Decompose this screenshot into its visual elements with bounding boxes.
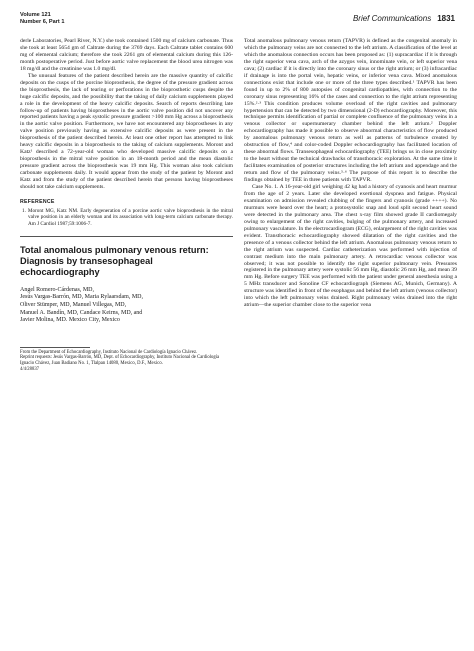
- author-line: Oliver Stümper, MD, Manuel Villegas, MD,: [20, 302, 127, 308]
- footnote-divider: [20, 347, 90, 348]
- footnote-reprint: Reprint requests: Jesús Vargas-Barrón, MD, Dept. of Echocardiography, Instituto Nacional de Cardiología Ignacio Chávez, Juan Badiano No. 1, Tlalpan 14080, Mexico, D.F., Mexico.: [20, 355, 220, 366]
- author-line: Javier Molina, MD. Mexico City, Mexico: [20, 317, 120, 324]
- article-title: Total anomalous pulmonary venous return: Diagnosis by transesophageal echocardiography: [20, 244, 209, 277]
- page-number: 1831: [437, 14, 455, 23]
- paragraph: The unusual features of the patient described herein are the massive quantity of calcific deposits on the cusps of the porcine bioprosthesis, the degree of the pressure gradient across the bioprosthesis, the lack of tearing or perforations in the bioprosthetic cusps despite the huge calcific deposits, and the possibility that the taking of daily calcium supplements played a role in the development of the heavy calcific deposits. Search of reports describing late follow-up of patients having bioprostheses in the aortic valve position did not uncover any reported patients having a peak systolic pressure gradient >100 mm Hg across a bioprosthesis in the aortic valve position. Furthermore, we have not encountered any bioprostheses in any valve position previously having as extensive calcific deposits as were present in the bioprosthesis of the patient described herein. At least one other report has attempted to link heavy calcific deposits in a bioprosthesis to the taking of calcium supplements. Moront and Katz¹ described a 72-year-old woman who developed massive calcific deposits on a bioprosthesis in the mitral valve position in an 18-month period and the mean diastolic pressure gradient across the bioprosthesis was 19 mm Hg. This woman also took calcium carbonate supplements daily. It would appear from the study of the patient by Moront and Katz and from the study of the patient described herein that persons having bioprostheses should not take calcium supplements.: [20, 72, 233, 191]
- reference-heading: REFERENCE: [20, 198, 55, 205]
- author-line: Angel Romero-Cárdenas, MD,: [20, 286, 94, 293]
- right-column: [244, 38, 457, 309]
- author-list: [20, 287, 233, 325]
- left-column: [20, 38, 233, 372]
- footnote-affiliation: From the Department of Echocardiography, Instituto Nacional de Cardiología Ignacio Chávez.: [20, 349, 198, 355]
- paragraph: Total anomalous pulmonary venous return (TAPVR) is defined as the congenital anomaly in which the pulmonary veins are not connected to the left atrium. A classification of the level at which the anomalous connection occurs has been proposed as: (1) supracardiac if it is through the right superior vena cava, arch of the azygos vein, innominate vein, or left superior vena cava; (2) cardiac if it is directly into the coronary sinus or the right atrium; or (3) infracardiac if drainage is into the portal vein, hepatic veins, or inferior vena cava. Mixed anomalous connections exist that include one or more of the three types described.¹ TAPVR has been found in up to 2% of 800 autopsies of congenital cardiopathies, with connection to the coronary sinus representing 16% of the cases and connection to the right atrium representing 15%.²·³ This condition produces volume overload of the right cavities and pulmonary hypertension that can be detected by two dimensional (2-D) echocardiography. Moreover, this technique permits identification of partial or complete confluence of the pulmonary veins in a venous collector or supernumerary chamber behind the left atrium.² Doppler echocardiography has made it possible to observe abnormal characteristics of flow produced by anomalous pulmonary venous return as well as patterns of turbulence created by obstruction of flow,⁴ and color-coded Doppler echocardiography has facilitated location of these abnormal flows. Transesophageal echocardiography (TEE) brings us in close proximity to the heart without the technical drawbacks of transthoracic exploration. At the same time it facilitates examination of posterior structures including the left atrium and appendage and the return and flow of the pulmonary veins.⁵·⁶ The purpose of this report is to describe the findings obtained by TEE in three patients with TAPVR.: [244, 38, 457, 184]
- issue-number: Number 6, Part 1: [20, 19, 65, 25]
- running-header: [325, 14, 455, 23]
- reference-item: 1. Moront MG, Katz NM. Early degeneration of a porcine aortic valve bioprosthesis in the mitral valve position in an elderly woman and its association with long-term calcium carbonate therapy. Am J Cardiol 1987;59:1006-7.: [22, 207, 233, 227]
- footnote-code: 4/4/28837: [20, 366, 40, 372]
- author-line: Manuel A. Bandín, MD, Candace Keirns, MD, and: [20, 309, 143, 316]
- volume-info: [20, 12, 64, 26]
- author-line: Jesús Vargas-Barrón, MD, Maria Rylaarsdam, MD,: [20, 294, 144, 301]
- section-name: Brief Communications: [352, 14, 432, 23]
- paragraph: derle Laboratories, Pearl River, N.Y.) she took contained 1500 mg of calcium carbonate. Thus she took at least 5654 gm of Caltrate during the 3769 days. Each Caltrate tablet contains 600 mg of elemental calcium; therefore she took 2261 gm of elemental calcium during this 126-month postoperative period. Just before aortic valve replacement the blood urea nitrogen was 18 mg/dl and the creatinine was 1.0 mg/dl.: [20, 38, 233, 72]
- paragraph: Case No. 1. A 16-year-old girl weighing 42 kg had a history of cyanosis and heart murmur from the age of 2 years. Later she developed exertional dyspnea and fatigue. Physical examination on admission revealed clubbing of the fingers and cyanosis (grade ++++). No murmurs were heard over the heart; a protosystolic snap and loud split second heart sound were detected in the pulmonary area. The chest x-ray film showed grade II cardiomegaly owing to enlargement of the right cavities, bulging of the pulmonary artery, and increased pulmonary vasculature. In the electrocardiogram (ECG), enlargement of the right cavities was evident. Transthoracic echocardiography showed dilatation of the right cavities and the presence of a venous collector behind the left atrium. Anomalous pulmonary venous return to the right atrium was suspected. Cardiac catheterization was performed with injection of contrast medium into the main pulmonary artery. A retrocardiac venous collector was observed; it was not possible to identify the right superior pulmonary vein. Pressures registered in the pulmonary artery were systolic 56 mm Hg, diastolic 26 mm Hg, and mean 39 mm Hg. Before surgery TEE was performed with the patient under general anesthesia using a 5 MHz transducer and Sonoline CF echocardiograph (Siemens AG, Munich, Germany). A structure was identified in front of the esophagus and behind the left atrium (venous collector) into which the left pulmonary veins drained. Right pulmonary veins drained into the right atrium—the superior chamber close to the superior vena: [244, 184, 457, 309]
- section-divider: [20, 236, 233, 237]
- volume-number: Volume 121: [20, 12, 51, 18]
